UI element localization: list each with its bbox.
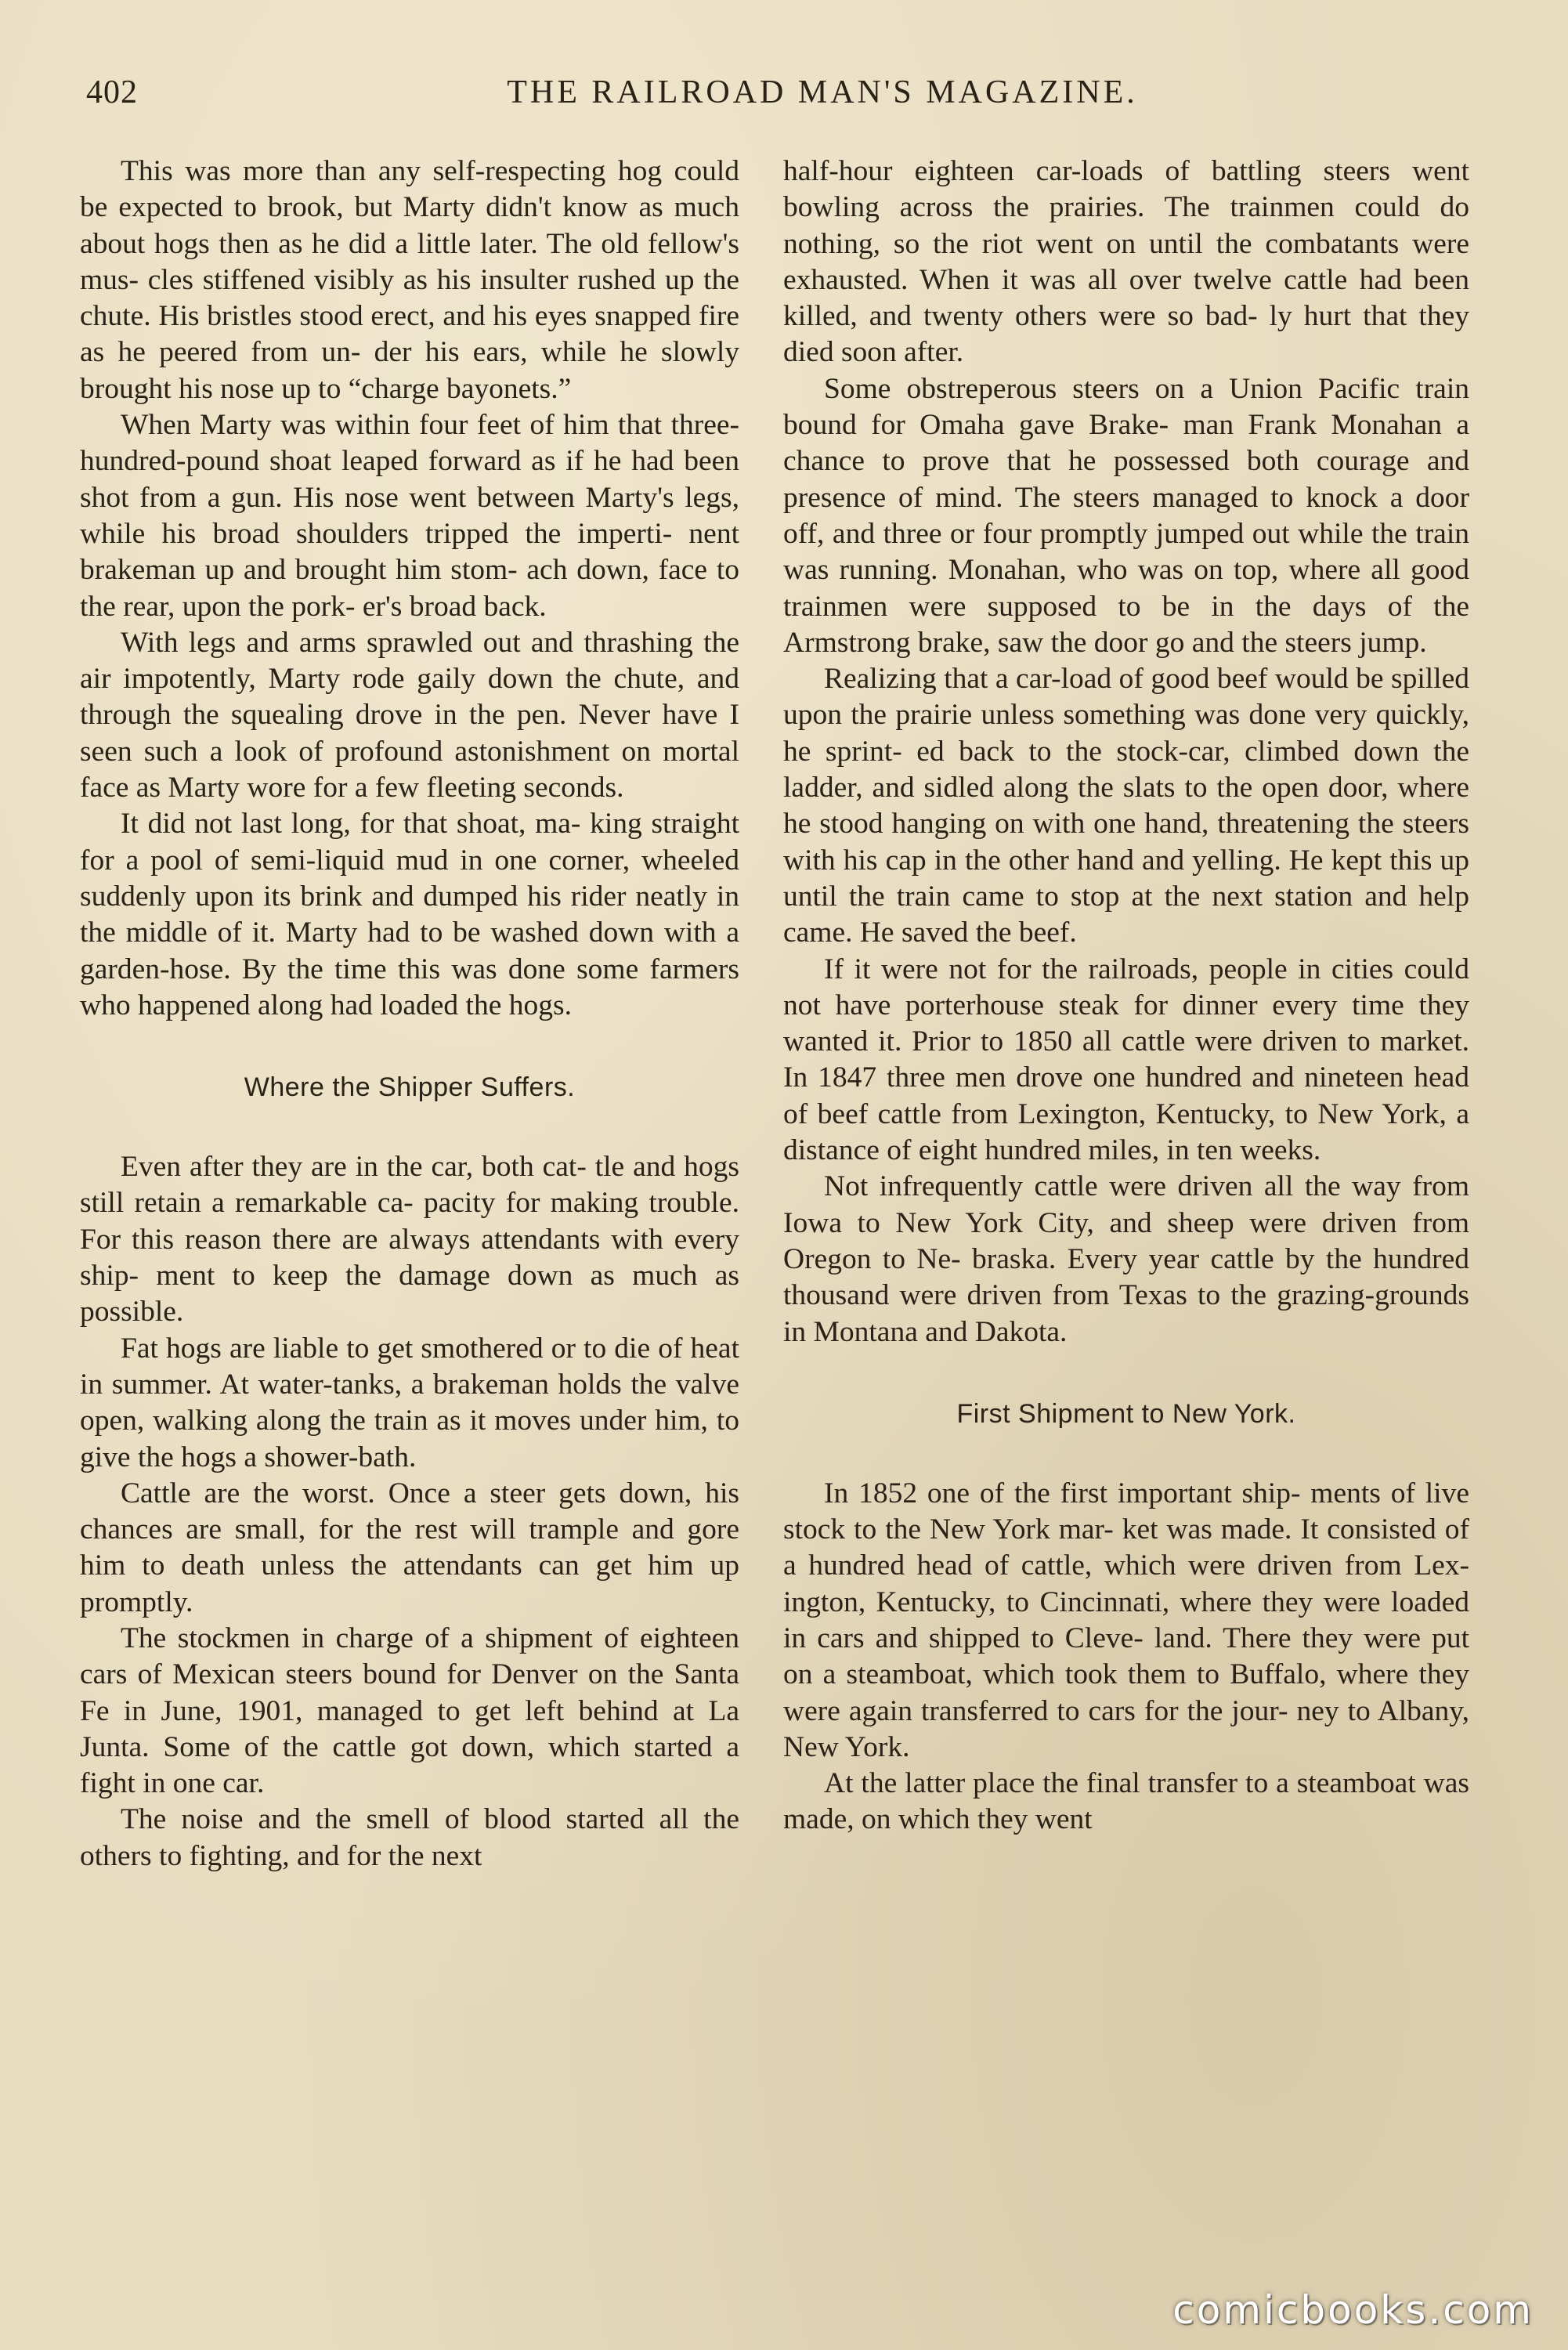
- running-title: THE RAILROAD MAN'S MAGAZINE.: [507, 74, 1138, 110]
- paragraph: half-hour eighteen car-loads of battling steers went bowling across the prairies. The trainmen could do nothing, so the riot went on until the combatants were exhausted. When it was all over twelve cattle had been killed, and twenty others were so bad- ly hurt that they died soon after.: [783, 155, 1469, 369]
- paragraph: This was more than any self-respecting hog could be expected to brook, but Marty didn't know as much about hogs then as he did a little later. The old fellow's mus- cles stiffened visibly as his insulter rushed up the chute. His bristles stood erect, and his eyes snapped fire as he peered from un- der his ears, while he slowly brought his nose up to “charge bayonets.”: [80, 155, 739, 405]
- paragraph: In 1852 one of the first important ship- ments of live stock to the New York mar- ket was made. It consisted of a hundred head of cattle, which were driven from Lex- ington, Kentucky, to Cincinnati, where they were loaded in cars and shipped to Cleve- land. There they were put on a steamboat, which took them to Buffalo, where they were again transferred to cars for the jour- ney to Albany, New York.: [783, 1477, 1469, 1763]
- left-column: [80, 154, 739, 1875]
- paragraph: When Marty was within four feet of him that three-hundred-pound shoat leaped forward as if he had been shot from a gun. His nose went between Marty's legs, while his broad shoulders tripped the imperti- nent brakeman up and brought him stom- ach down, face to the rear, upon the pork- er's broad back.: [80, 409, 739, 623]
- paragraph: It did not last long, for that shoat, ma- king straight for a pool of semi-liquid mud in one corner, wheeled suddenly upon its brink and dumped his rider neatly in the middle of it. Marty had to be washed down with a garden-hose. By the time this was done some farmers who happened along had loaded the hogs.: [80, 808, 739, 1021]
- paragraph: If it were not for the railroads, people in cities could not have porterhouse steak for dinner every time they wanted it. Prior to 1850 all cattle were driven to market. In 1847 three men drove one hundred and nineteen head of beef cattle from Lexington, Kentucky, to New York, a distance of eight hundred miles, in ten weeks.: [783, 953, 1469, 1167]
- paragraph: Cattle are the worst. Once a steer gets down, his chances are small, for the rest will trample and gore him to death unless the attendants can get him up promptly.: [80, 1477, 739, 1618]
- paragraph: At the latter place the final transfer to a steamboat was made, on which they went: [783, 1767, 1469, 1836]
- paragraph: The stockmen in charge of a shipment of eighteen cars of Mexican steers bound for Denver on the Santa Fe in June, 1901, managed to get left behind at La Junta. Some of the cattle got down, which started a fight in one car.: [80, 1622, 739, 1800]
- right-column: [783, 154, 1469, 1838]
- paragraph: The noise and the smell of blood started all the others to fighting, and for the next: [80, 1803, 739, 1872]
- paragraph: Not infrequently cattle were driven all the way from Iowa to New York City, and sheep were driven from Oregon to Ne- braska. Every year cattle by the hundred thousand were driven from Texas to the grazing-grounds in Montana and Dakota.: [783, 1170, 1469, 1348]
- paragraph: Some obstreperous steers on a Union Pacific train bound for Omaha gave Brake- man Frank Monahan a chance to prove that he possessed both courage and presence of mind. The steers managed to knock a door off, and three or four promptly jumped out while the train was running. Monahan, who was on top, where all good trainmen were supposed to be in the days of the Armstrong brake, saw the door go and the steers jump.: [783, 372, 1469, 659]
- page-number: 402: [86, 74, 138, 110]
- watermark-logo: comicbooks.com: [1172, 2287, 1534, 2333]
- paragraph: Fat hogs are liable to get smothered or to die of heat in summer. At water-tanks, a brakeman holds the valve open, walking along the train as it moves under him, to give the hogs a shower-bath.: [80, 1332, 739, 1473]
- section-heading: First Shipment to New York.: [956, 1398, 1296, 1429]
- paragraph: With legs and arms sprawled out and thrashing the air impotently, Marty rode gaily down the chute, and through the squealing drove in the pen. Never have I seen such a look of profound astonishment on mortal face as Marty wore for a few fleeting seconds.: [80, 626, 739, 804]
- section-heading: Where the Shipper Suffers.: [244, 1072, 576, 1103]
- paragraph: Realizing that a car-load of good beef would be spilled upon the prairie unless something was done very quickly, he sprint- ed back to the stock-car, climbed down the ladder, and sidled along the slats to the open door, where he stood hanging on with one hand, threatening the steers with his cap in the other hand and yelling. He kept this up until the train came to stop at the next station and help came. He saved the beef.: [783, 663, 1469, 949]
- paragraph: Even after they are in the car, both cat- tle and hogs still retain a remarkable ca- pacity for making trouble. For this reason there are always attendants with every ship- ment to keep the damage down as much as possible.: [80, 1151, 739, 1329]
- page-header: [86, 69, 1512, 124]
